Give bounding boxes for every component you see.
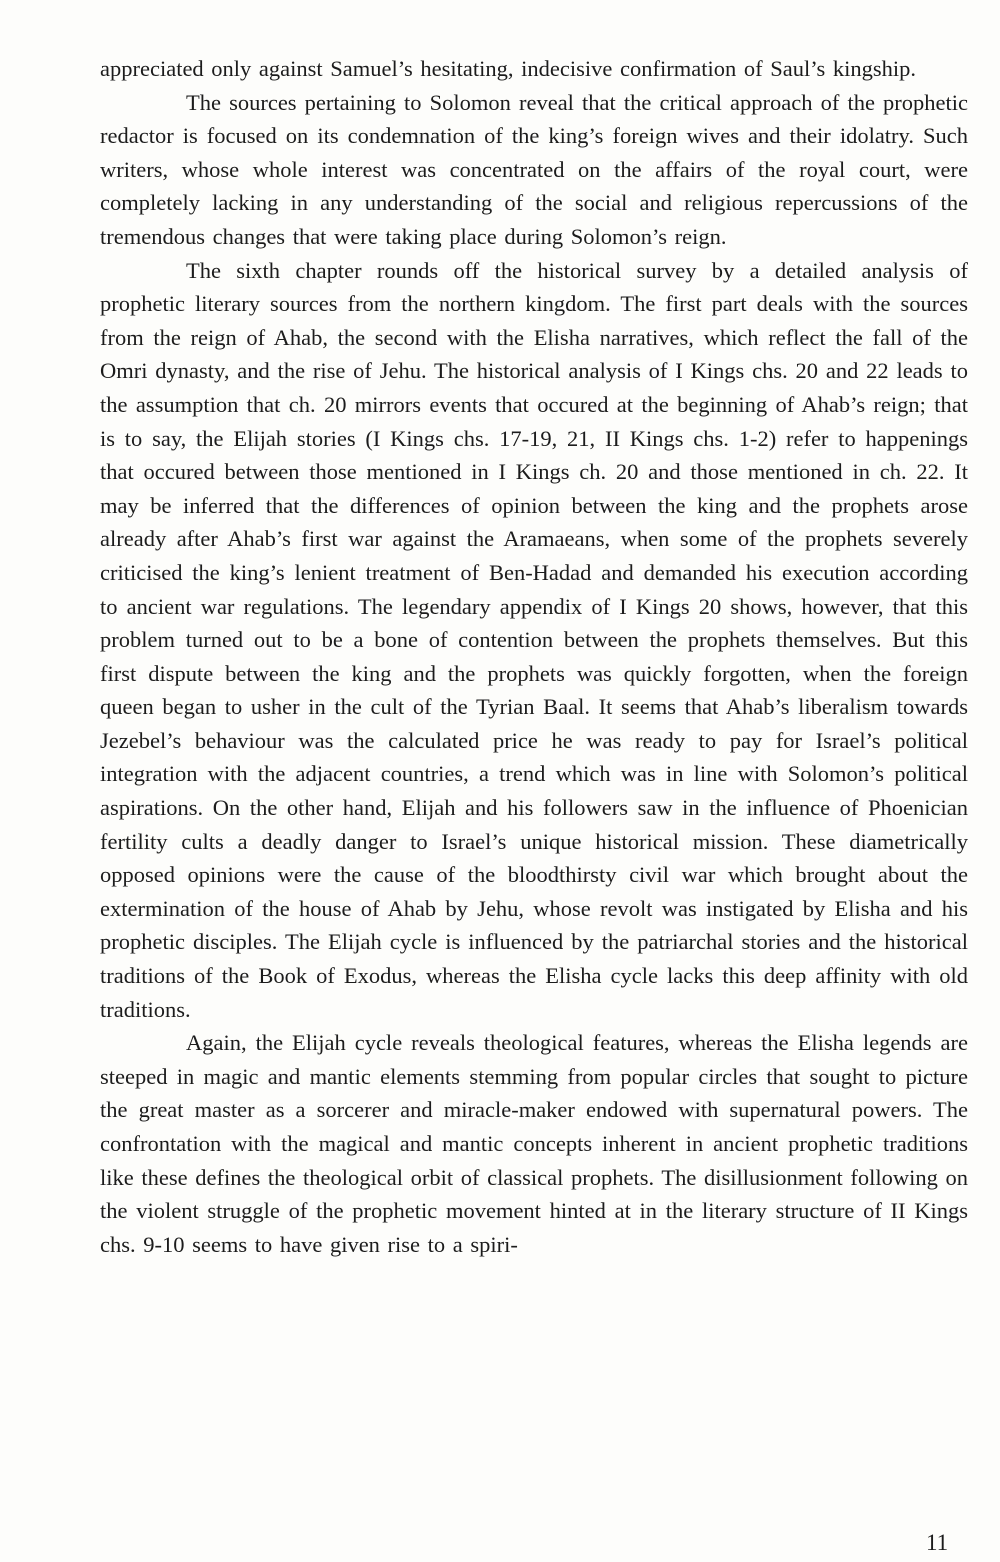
paragraph-continuation: appreciated only against Samuel’s hesitating, indecisive confirmation of Saul’s kingship. — [100, 56, 916, 81]
body-text — [100, 52, 968, 1261]
page-number: 11 — [926, 1530, 949, 1555]
paragraph-elijah-cycle: Again, the Elijah cycle reveals theological features, whereas the Elisha legends are steeped in magic and mantic elements stemming from popular circles that sought to picture the great master as a sorcerer and miracle-maker endowed with supernatural powers. The confrontation with the magical and mantic concepts inherent in ancient prophetic traditions like these defines the theological orbit of classical prophets. The disillusionment following on the violent struggle of the prophetic movement hinted at in the literary structure of II Kings chs. 9-10 seems to have given rise to a spiri- — [100, 1030, 968, 1257]
paragraph-sixth-chapter: The sixth chapter rounds off the historical survey by a detailed analysis of prophetic literary sources from the northern kingdom. The first part deals with the sources from the reign of Ahab, the second with the Elisha narratives, which reflect the fall of the Omri dynasty, and the rise of Jehu. The historical analysis of I Kings chs. 20 and 22 leads to the assumption that ch. 20 mirrors events that occured at the beginning of Ahab’s reign; that is to say, the Elijah stories (I Kings chs. 17-19, 21, II Kings chs. 1-2) refer to happenings that occured between those mentioned in I Kings ch. 20 and those mentioned in ch. 22. It may be inferred that the differences of opinion between the king and the prophets arose already after Ahab’s first war against the Aramaeans, when some of the prophets severely criticised the king’s lenient treatment of Ben-Hadad and demanded his execution according to ancient war regulations. The legendary appendix of I Kings 20 shows, however, that this problem turned out to be a bone of contention between the prophets themselves. But this first dispute between the king and the prophets was quickly forgotten, when the foreign queen began to usher in the cult of the Tyrian Baal. It seems that Ahab’s liberalism towards Jezebel’s behaviour was the calculated price he was ready to pay for Israel’s political integration with the adjacent countries, a trend which was in line with Solomon’s political aspirations. On the other hand, Elijah and his followers saw in the influence of Phoenician fertility cults a deadly danger to Israel’s unique historical mission. These diametrically opposed opinions were the cause of the bloodthirsty civil war which brought about the extermination of the house of Ahab by Jehu, whose revolt was instigated by Elisha and his prophetic disciples. The Elijah cycle is influenced by the patriarchal stories and the historical traditions of the Book of Exodus, whereas the Elisha cycle lacks this deep affinity with old traditions. — [100, 257, 968, 1022]
paragraph-solomon-sources: The sources pertaining to Solomon reveal that the critical approach of the prophetic redactor is focused on its condemnation of the king’s foreign wives and their idolatry. Such writers, whose whole interest was concentrated on the affairs of the royal court, were completely lacking in any understanding of the social and religious repercussions of the tremendous changes that were taking place during Solomon’s reign. — [100, 89, 968, 249]
